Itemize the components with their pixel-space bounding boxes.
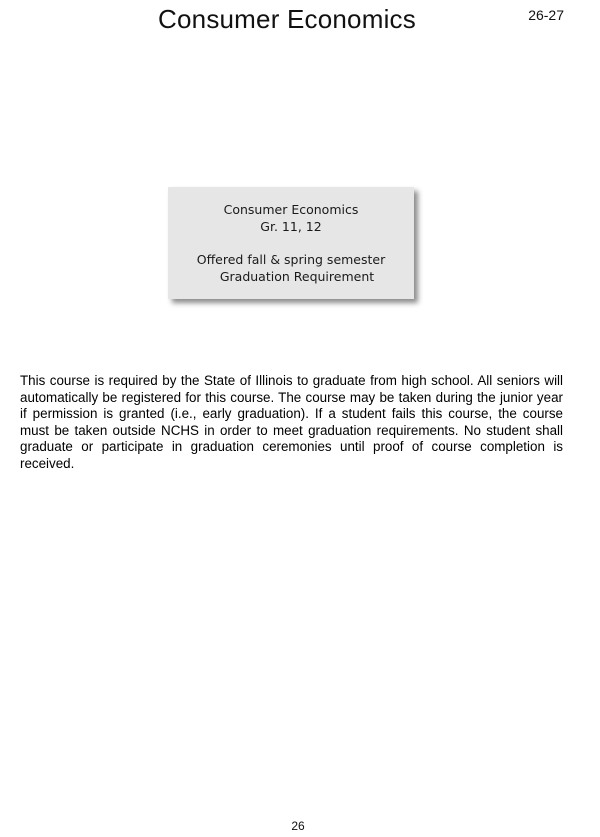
course-description: This course is required by the State of Illinois to graduate from high school. All seniors will automatically be registered for this course. The course may be taken during the junior year if permission is granted (i.e., early graduation). If a student fails this course, the course must be taken outside NCHS in order to meet graduation requirements. No student shall graduate or participate in graduation ceremonies until proof of course completion is received.: [20, 373, 563, 471]
year-code: 26-27: [528, 7, 564, 23]
course-offered: Offered fall & spring semester: [196, 252, 386, 267]
course-requirement: Graduation Requirement: [219, 269, 375, 284]
page-number: 26: [291, 819, 305, 833]
page-title: Consumer Economics: [158, 4, 416, 34]
course-name: Consumer Economics: [223, 202, 359, 217]
course-grades: Gr. 11, 12: [260, 219, 322, 234]
course-info-box: [168, 187, 414, 299]
course-info-bottom: [168, 251, 414, 285]
course-info-top: [168, 201, 414, 235]
